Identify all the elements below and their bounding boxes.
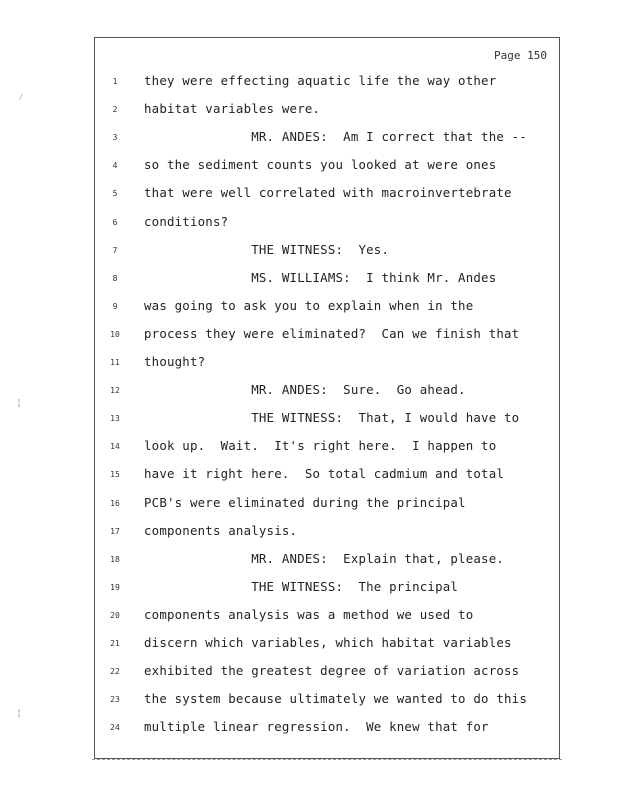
line-text: so the sediment counts you looked at were ones (144, 157, 497, 173)
transcript-line (100, 578, 556, 598)
line-number: 6 (112, 217, 118, 227)
transcript-line (100, 606, 556, 626)
transcript-line (100, 128, 556, 148)
line-text: components analysis was a method we used to (144, 606, 474, 622)
transcript-line (100, 241, 556, 261)
transcript-line (100, 156, 556, 176)
line-text: was going to ask you to explain when in the (144, 297, 474, 313)
transcript-line (100, 184, 556, 204)
line-number: 20 (110, 610, 120, 620)
line-number: 1 (112, 77, 118, 86)
line-text: conditions? (144, 213, 229, 229)
transcript-line (100, 409, 556, 429)
line-number: 22 (110, 667, 120, 677)
line-number: 17 (110, 526, 120, 536)
line-text: discern which variables, which habitat variables (144, 635, 512, 650)
line-number: 3 (112, 133, 118, 143)
line-number: 21 (110, 639, 120, 648)
line-text: MS. WILLIAMS: I think Mr. Andes (144, 269, 497, 285)
line-text: have it right here. So total cadmium and total (144, 466, 505, 482)
margin-mark: ⁄ (18, 92, 25, 103)
line-number: 7 (112, 245, 118, 255)
line-text: MR. ANDES: Sure. Go ahead. (144, 382, 466, 398)
line-text: components analysis. (144, 522, 298, 538)
line-number: 4 (112, 161, 118, 171)
line-number: 10 (110, 329, 120, 339)
transcript-line (100, 522, 556, 542)
page-number: Page 150 (494, 49, 547, 62)
transcript-line (100, 297, 556, 317)
transcript-line (100, 465, 556, 485)
transcript-line (100, 634, 556, 654)
margin-mark: ¦ (16, 708, 23, 719)
transcript-line (100, 718, 556, 738)
transcript-line (100, 269, 556, 289)
line-text: they were effecting aquatic life the way other (144, 73, 497, 88)
transcript-line (100, 662, 556, 682)
line-number: 14 (110, 442, 120, 452)
line-text: PCB's were eliminated during the principal (144, 494, 466, 510)
line-number: 18 (110, 554, 120, 564)
line-number: 11 (110, 358, 120, 367)
line-number: 19 (110, 582, 120, 592)
line-number: 8 (112, 273, 118, 283)
line-number: 2 (112, 105, 118, 115)
line-text: MR. ANDES: Am I correct that the -- (144, 129, 527, 145)
transcript-line (100, 100, 556, 120)
line-number: 24 (110, 723, 120, 733)
line-text: exhibited the greatest degree of variation across (144, 663, 520, 679)
line-number: 12 (110, 386, 120, 396)
line-text: THE WITNESS: Yes. (144, 241, 390, 257)
transcript-line (100, 325, 556, 345)
line-number: 13 (110, 414, 120, 424)
transcript-line (100, 437, 556, 457)
line-text: that were well correlated with macroinvertebrate (144, 185, 512, 201)
margin-mark: ¦ (16, 398, 23, 409)
line-number: 15 (110, 470, 120, 480)
line-text: THE WITNESS: The principal (144, 578, 459, 594)
transcript-line (100, 550, 556, 570)
line-text: MR. ANDES: Explain that, please. (144, 550, 505, 566)
line-text: multiple linear regression. We knew that for (144, 719, 489, 735)
line-text: the system because ultimately we wanted to do this (144, 691, 527, 707)
line-number: 16 (110, 498, 120, 508)
transcript-line (100, 690, 556, 710)
transcript-line (100, 213, 556, 233)
transcript-line (100, 494, 556, 514)
line-text: THE WITNESS: That, I would have to (144, 410, 520, 426)
bottom-rule (92, 759, 562, 761)
line-text: look up. Wait. It's right here. I happen to (144, 438, 497, 454)
line-text: habitat variables were. (144, 101, 321, 117)
line-number: 9 (112, 301, 118, 311)
line-number: 5 (112, 189, 118, 199)
transcript-line (100, 381, 556, 401)
line-number: 23 (110, 695, 120, 705)
transcript-line (100, 353, 556, 373)
transcript-line (100, 72, 556, 92)
line-text: thought? (144, 354, 206, 369)
line-text: process they were eliminated? Can we finish that (144, 325, 520, 341)
